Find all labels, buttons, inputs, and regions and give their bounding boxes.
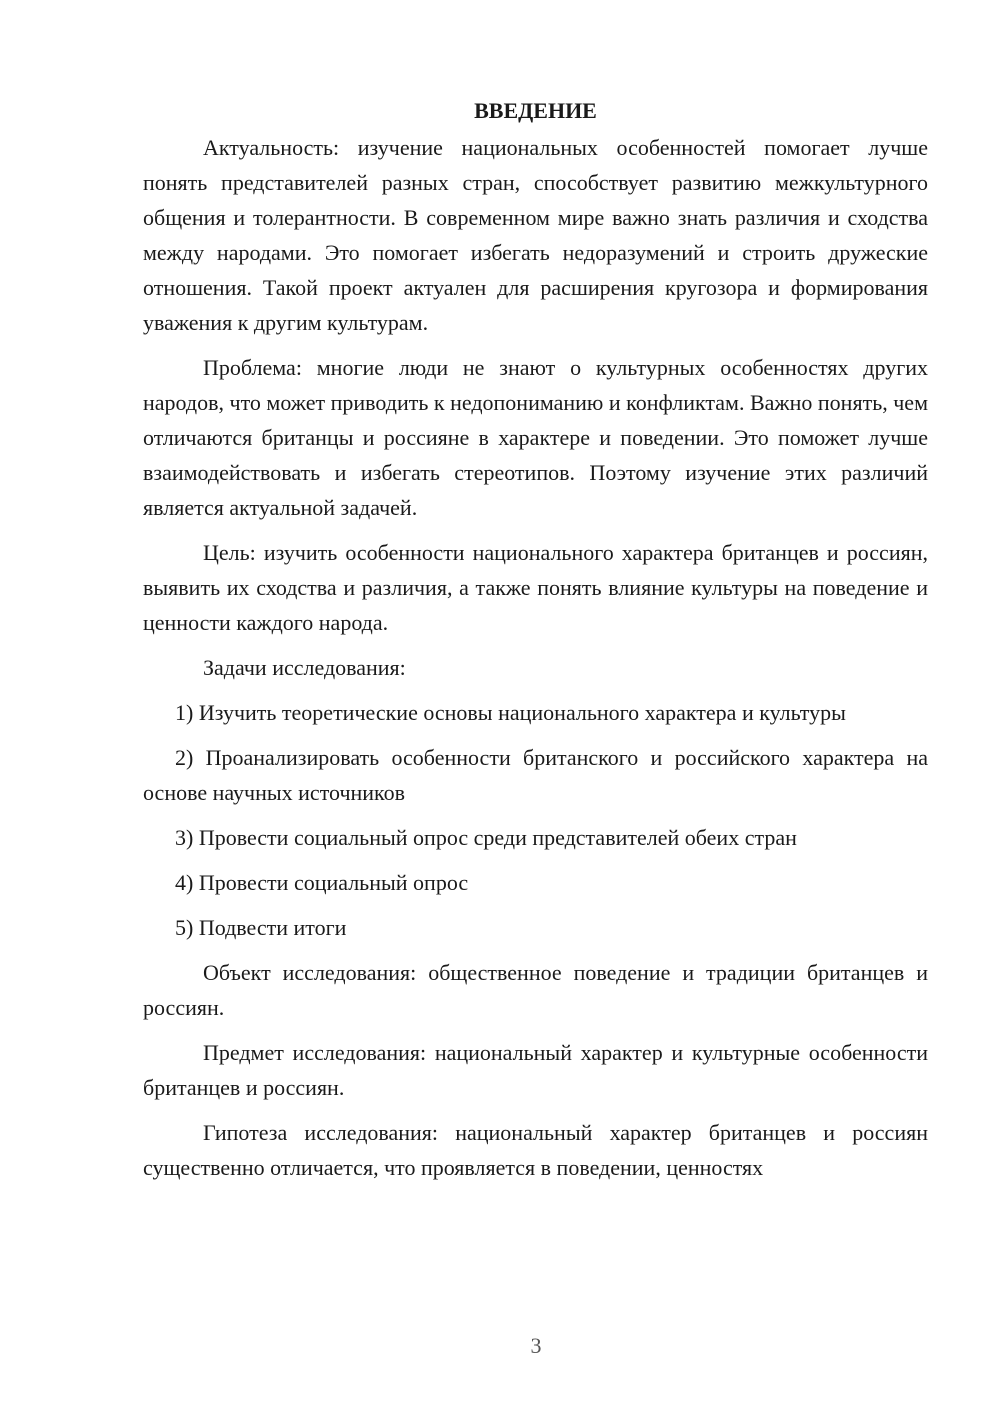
paragraph-goal: Цель: изучить особенности национального характера британцев и россиян, выявить их сходства и различия, а также понять влияние культуры на поведение и ценности каждого народа. [143,540,928,635]
paragraph-tasks-heading: Задачи исследования: [203,655,406,680]
paragraph-problem: Проблема: многие люди не знают о культурных особенностях других народов, что может приводить к недопониманию и конфликтам. Важно понять, чем отличаются британцы и россияне в характере и поведении. Это поможет лучше взаимодействовать и избегать стереотипов. Поэтому изучение этих различий является актуальной задачей. [143,355,928,520]
paragraph-subject: Предмет исследования: национальный характер и культурные особенности британцев и россиян. [143,1040,928,1100]
task-item-2: 2) Проанализировать особенности британского и российского характера на основе научных источников [143,745,928,805]
task-item-3: 3) Провести социальный опрос среди представителей обеих стран [175,825,797,850]
page-content [143,93,928,1195]
task-item-4: 4) Провести социальный опрос [175,870,469,895]
task-item-1: 1) Изучить теоретические основы национального характера и культуры [175,700,846,725]
task-item-5: 5) Подвести итоги [175,915,347,940]
paragraph-object: Объект исследования: общественное поведение и традиции британцев и россиян. [143,960,928,1020]
page-title: ВВЕДЕНИЕ [474,98,597,123]
paragraph-hypothesis: Гипотеза исследования: национальный характер британцев и россиян существенно отличается, что проявляется в поведении, ценностях [143,1120,928,1180]
paragraph-relevance: Актуальность: изучение национальных особенностей помогает лучше понять представителей разных стран, способствует развитию межкультурного общения и толерантности. В современном мире важно знать различия и сходства между народами. Это помогает избегать недоразумений и строить дружеские отношения. Такой проект актуален для расширения кругозора и формирования уважения к другим культурам. [143,135,928,335]
page-number: 3 [530,1333,542,1358]
